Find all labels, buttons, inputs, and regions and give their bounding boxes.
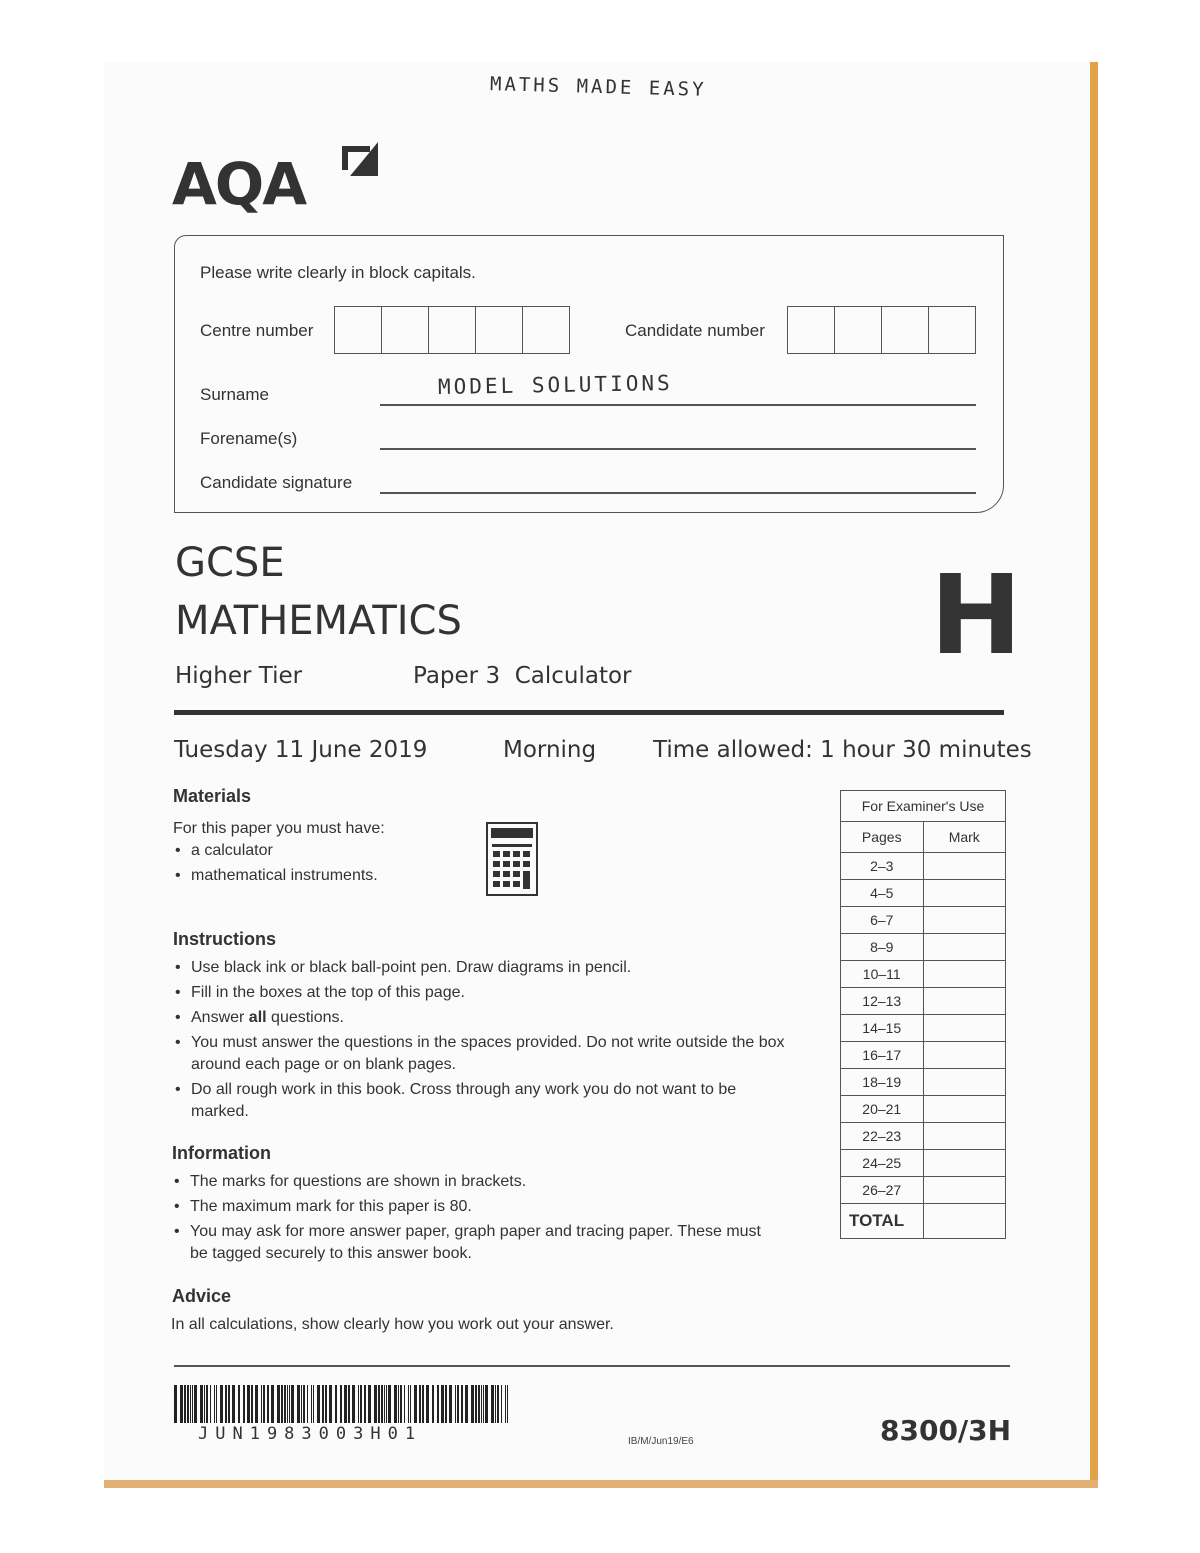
barcode-bar: [340, 1385, 342, 1423]
table-row: [841, 1015, 1006, 1042]
barcode-bar: [419, 1385, 421, 1423]
barcode-bar: [220, 1385, 223, 1423]
mark-cell: [923, 1096, 1006, 1123]
advice-text: In all calculations, show clearly how you work out your answer.: [171, 1316, 614, 1333]
barcode-bar: [180, 1385, 183, 1423]
barcode-bar: [284, 1385, 286, 1423]
paper-code: 8300/3H: [880, 1414, 1012, 1447]
barcode-bar: [322, 1385, 324, 1423]
list-item: • You may ask for more answer paper, graph paper and tracing paper. These must be tagged securely to this answer book.: [172, 1221, 772, 1265]
surname-field[interactable]: [380, 404, 976, 406]
digit-cell[interactable]: [335, 307, 382, 353]
barcode-bar: [445, 1385, 447, 1423]
barcode-bar: [287, 1385, 288, 1423]
list-item: • a calculator: [173, 840, 378, 862]
materials-list: [173, 840, 378, 890]
digit-cell[interactable]: [523, 307, 569, 353]
barcode-bar: [394, 1385, 397, 1423]
centre-number-field[interactable]: [334, 306, 570, 354]
barcode-bar: [471, 1385, 474, 1423]
barcode-bar: [317, 1385, 320, 1423]
barcode-bar: [232, 1385, 235, 1423]
barcode-bar: [507, 1385, 508, 1423]
barcode-bar: [344, 1385, 347, 1423]
barcode-bar: [505, 1385, 506, 1423]
table-row: [841, 1123, 1006, 1150]
list-item: • mathematical instruments.: [173, 865, 378, 887]
pages-cell: 8–9: [841, 934, 924, 961]
barcode-bar: [483, 1385, 484, 1423]
list-item: • Do all rough work in this book. Cross through any work you do not want to be marked.: [173, 1079, 793, 1123]
barcode: [174, 1385, 512, 1423]
examiners-use-table: [840, 790, 1006, 1239]
mark-cell: [923, 934, 1006, 961]
barcode-bar: [408, 1385, 409, 1423]
table-row: [841, 988, 1006, 1015]
digit-cell[interactable]: [429, 307, 476, 353]
barcode-bar: [461, 1385, 463, 1423]
mark-cell: [923, 988, 1006, 1015]
exam-session: Morning: [503, 737, 597, 763]
digit-cell[interactable]: [788, 307, 835, 353]
barcode-bar: [247, 1385, 250, 1423]
examiners-use-rows: [841, 853, 1006, 1204]
barcode-bar: [497, 1385, 499, 1423]
barcode-bar: [475, 1385, 477, 1423]
barcode-bar: [478, 1385, 480, 1423]
barcode-bar: [426, 1385, 429, 1423]
mark-cell: [923, 1015, 1006, 1042]
surname-value: MODEL SOLUTIONS: [437, 370, 673, 400]
exam-date: Tuesday 11 June 2019: [174, 737, 428, 763]
centre-number-label: Centre number: [200, 321, 314, 340]
instructions-heading: Instructions: [173, 929, 277, 949]
forenames-field[interactable]: [380, 448, 976, 450]
barcode-bar: [378, 1385, 380, 1423]
signature-label: Candidate signature: [200, 473, 353, 492]
digit-cell[interactable]: [476, 307, 523, 353]
pages-cell: 6–7: [841, 907, 924, 934]
barcode-bar: [263, 1385, 265, 1423]
barcode-bar: [174, 1385, 177, 1423]
barcode-bar: [225, 1385, 227, 1423]
mark-cell: [923, 961, 1006, 988]
time-allowed: Time allowed: 1 hour 30 minutes: [653, 737, 1032, 763]
barcode-bar: [307, 1385, 308, 1423]
total-mark-cell: [923, 1204, 1006, 1239]
barcode-bar: [281, 1385, 283, 1423]
barcode-bar: [194, 1385, 197, 1423]
barcode-bar: [214, 1385, 215, 1423]
table-row: [841, 961, 1006, 988]
tier-label: Higher Tier: [175, 663, 303, 689]
paper-edge-shadow: [1090, 62, 1098, 1488]
pages-column-header: Pages: [841, 822, 924, 853]
list-item: • Use black ink or black ball-point pen. Draw diagrams in pencil.: [173, 957, 793, 979]
barcode-bar: [297, 1385, 300, 1423]
barcode-bar: [348, 1385, 350, 1423]
total-label: TOTAL: [841, 1204, 924, 1239]
barcode-bar: [400, 1385, 402, 1423]
pages-cell: 14–15: [841, 1015, 924, 1042]
pages-cell: 16–17: [841, 1042, 924, 1069]
barcode-bar: [441, 1385, 444, 1423]
table-row: [841, 880, 1006, 907]
pages-cell: 10–11: [841, 961, 924, 988]
pages-cell: 18–19: [841, 1069, 924, 1096]
instructions-list: [173, 957, 793, 1126]
mark-column-header: Mark: [923, 822, 1006, 853]
barcode-bar: [491, 1385, 494, 1423]
barcode-bar: [200, 1385, 203, 1423]
barcode-bar: [386, 1385, 387, 1423]
pages-cell: 4–5: [841, 880, 924, 907]
barcode-bar: [457, 1385, 459, 1423]
barcode-bar: [432, 1385, 434, 1423]
barcode-bar: [501, 1385, 502, 1423]
barcode-bar: [301, 1385, 302, 1423]
qualification-title: GCSE: [175, 540, 285, 586]
barcode-bar: [374, 1385, 377, 1423]
candidate-number-field[interactable]: [787, 306, 976, 354]
barcode-bar: [243, 1385, 245, 1423]
barcode-bar: [465, 1385, 468, 1423]
barcode-bar: [329, 1385, 332, 1423]
barcode-bar: [398, 1385, 399, 1423]
barcode-bar: [303, 1385, 305, 1423]
barcode-bar: [216, 1385, 217, 1423]
barcode-bar: [325, 1385, 327, 1423]
footer-divider: [174, 1365, 1010, 1367]
block-capitals-instruction: Please write clearly in block capitals.: [200, 263, 476, 282]
barcode-bar: [388, 1385, 391, 1423]
barcode-bar: [261, 1385, 262, 1423]
materials-intro: For this paper you must have:: [173, 820, 385, 837]
barcode-bar: [352, 1385, 355, 1423]
mark-cell: [923, 907, 1006, 934]
digit-cell[interactable]: [929, 307, 975, 353]
calculator-icon: [486, 822, 538, 896]
materials-heading: Materials: [173, 786, 252, 806]
reference-code: IB/M/Jun19/E6: [628, 1436, 694, 1447]
barcode-bar: [455, 1385, 456, 1423]
barcode-bar: [368, 1385, 371, 1423]
barcode-bar: [271, 1385, 274, 1423]
digit-cell[interactable]: [882, 307, 929, 353]
barcode-bar: [255, 1385, 258, 1423]
barcode-bar: [485, 1385, 488, 1423]
barcode-bar: [381, 1385, 383, 1423]
list-item: • The marks for questions are shown in brackets.: [172, 1171, 772, 1193]
barcode-bar: [449, 1385, 452, 1423]
barcode-bar: [184, 1385, 186, 1423]
list-item: • Fill in the boxes at the top of this page.: [173, 982, 793, 1004]
barcode-bar: [210, 1385, 211, 1423]
barcode-bar: [190, 1385, 191, 1423]
table-row: [841, 1177, 1006, 1204]
table-row: [841, 934, 1006, 961]
barcode-bar: [437, 1385, 439, 1423]
barcode-bar: [267, 1385, 269, 1423]
candidate-number-label: Candidate number: [625, 321, 765, 340]
table-row: [841, 1069, 1006, 1096]
signature-field[interactable]: [380, 492, 976, 494]
barcode-bar: [238, 1385, 240, 1423]
barcode-bar: [364, 1385, 366, 1423]
pages-cell: 12–13: [841, 988, 924, 1015]
barcode-bar: [187, 1385, 189, 1423]
aqa-logo: AQA: [172, 150, 306, 218]
barcode-bar: [410, 1385, 411, 1423]
table-row: [841, 1150, 1006, 1177]
mark-cell: [923, 1123, 1006, 1150]
table-row: [841, 907, 1006, 934]
table-row: [841, 853, 1006, 880]
paper-bottom-shadow: [104, 1480, 1098, 1488]
barcode-bar: [422, 1385, 424, 1423]
mark-cell: [923, 1150, 1006, 1177]
barcode-bar: [384, 1385, 385, 1423]
table-row: [841, 1096, 1006, 1123]
barcode-bar: [481, 1385, 482, 1423]
barcode-bar: [277, 1385, 280, 1423]
subject-title: MATHEMATICS: [175, 598, 462, 644]
pages-cell: 22–23: [841, 1123, 924, 1150]
handwritten-header: MATHS MADE EASY: [489, 73, 707, 101]
mark-cell: [923, 1177, 1006, 1204]
aqa-tick-icon: [340, 140, 380, 180]
information-list: [172, 1171, 772, 1268]
barcode-bar: [291, 1385, 294, 1423]
barcode-bar: [289, 1385, 290, 1423]
paper-label: Paper 3 Calculator: [413, 663, 632, 689]
pages-cell: 20–21: [841, 1096, 924, 1123]
digit-cell[interactable]: [835, 307, 882, 353]
table-row: [841, 1042, 1006, 1069]
barcode-bar: [228, 1385, 230, 1423]
barcode-bar: [204, 1385, 205, 1423]
barcode-bar: [192, 1385, 193, 1423]
barcode-text: JUN1983003H01: [198, 1424, 423, 1444]
barcode-bar: [360, 1385, 362, 1423]
advice-heading: Advice: [172, 1286, 232, 1306]
forenames-label: Forename(s): [200, 429, 298, 448]
digit-cell[interactable]: [382, 307, 429, 353]
mark-cell: [923, 1042, 1006, 1069]
examiners-use-title: For Examiner's Use: [841, 791, 1006, 822]
pages-cell: 26–27: [841, 1177, 924, 1204]
barcode-bar: [313, 1385, 314, 1423]
barcode-bar: [311, 1385, 312, 1423]
list-item: • You must answer the questions in the spaces provided. Do not write outside the box around each page or on blank pages.: [173, 1032, 793, 1076]
mark-cell: [923, 880, 1006, 907]
pages-cell: 2–3: [841, 853, 924, 880]
list-item: • The maximum mark for this paper is 80.: [172, 1196, 772, 1218]
surname-label: Surname: [200, 385, 269, 404]
barcode-bar: [404, 1385, 405, 1423]
list-item: • Answer all questions.: [173, 1007, 793, 1029]
tier-letter: H: [930, 551, 1023, 679]
mark-cell: [923, 1069, 1006, 1096]
information-heading: Information: [172, 1143, 271, 1163]
mark-cell: [923, 853, 1006, 880]
barcode-bar: [206, 1385, 208, 1423]
divider: [174, 710, 1004, 715]
pages-cell: 24–25: [841, 1150, 924, 1177]
barcode-bar: [495, 1385, 496, 1423]
barcode-bar: [358, 1385, 359, 1423]
barcode-bar: [251, 1385, 253, 1423]
barcode-bar: [335, 1385, 337, 1423]
barcode-bar: [414, 1385, 417, 1423]
